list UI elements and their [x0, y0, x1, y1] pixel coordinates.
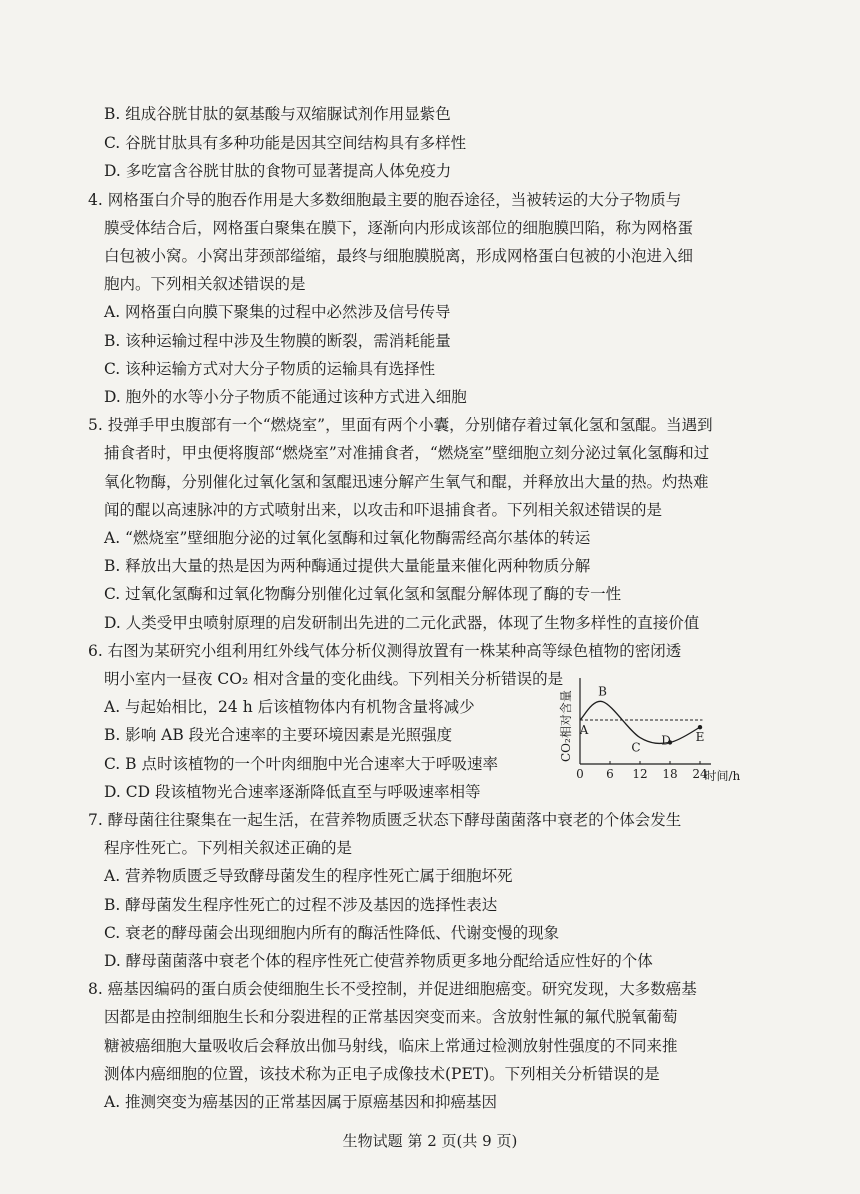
co2-curve-line	[580, 701, 700, 743]
q4-option-a: A. 网格蛋白向膜下聚集的过程中必然涉及信号传导	[104, 303, 451, 321]
q4-option-c: C. 该种运输方式对大分子物质的运输具有选择性	[104, 360, 436, 378]
q5-option-b: B. 释放出大量的热是因为两种酶通过提供大量能量来催化两种物质分解	[104, 557, 591, 575]
q7-option-d: D. 酵母菌菌落中衰老个体的程序性死亡使营养物质更多地分配给适应性好的个体	[104, 952, 653, 970]
q4-option-b: B. 该种运输过程中涉及生物膜的断裂，需消耗能量	[104, 332, 451, 350]
q7-option-a: A. 营养物质匮乏导致酵母菌发生的程序性死亡属于细胞坏死	[104, 867, 513, 885]
q4-stem-line: 4. 网格蛋白介导的胞吞作用是大多数细胞最主要的胞吞途径，当被转运的大分子物质与	[88, 191, 682, 209]
chart-point-label-c: C	[631, 740, 641, 755]
q4-option-d: D. 胞外的水等小分子物质不能通过该种方式进入细胞	[104, 388, 467, 406]
chart-point-e	[698, 725, 702, 729]
chart-x-tick-label: 6	[606, 767, 614, 781]
q8-stem-line: 糖被癌细胞大量吸收后会释放出伽马射线，临床上常通过检测放射性强度的不同来推	[104, 1037, 678, 1055]
q6-option-a: A. 与起始相比，24 h 后该植物体内有机物含量将减少	[104, 698, 475, 716]
q5-stem-line: 氧化物酶，分别催化过氧化氢和氢醌迅速分解产生氧气和醌，并释放出大量的热。灼热难	[104, 473, 709, 491]
q8-stem-line: 因都是由控制细胞生长和分裂进程的正常基因突变而来。含放射性氟的氟代脱氧葡萄	[104, 1008, 678, 1026]
q6-option-c: C. B 点时该植物的一个叶肉细胞中光合速率大于呼吸速率	[104, 755, 498, 773]
chart-x-tick-label: 18	[662, 767, 678, 781]
q8-stem-line: 8. 癌基因编码的蛋白质会使细胞生长不受控制，并促进细胞癌变。研究发现，大多数癌基	[88, 980, 697, 998]
q7-stem-line: 7. 酵母菌往往聚集在一起生活，在营养物质匮乏状态下酵母菌菌落中衰老的个体会发生	[88, 811, 682, 829]
chart-point-label-b: B	[598, 684, 607, 699]
q3-option-b: B. 组成谷胱甘肽的氨基酸与双缩脲试剂作用显紫色	[104, 105, 451, 123]
chart-y-axis-label: CO₂相对含量	[559, 690, 573, 762]
q3-option-d: D. 多吃富含谷胱甘肽的食物可显著提高人体免疫力	[104, 162, 452, 180]
q4-stem-line: 白包被小窝。小窝出芽颈部缢缩，最终与细胞膜脱离，形成网格蛋白包被的小泡进入细	[104, 247, 694, 265]
q6-option-b: B. 影响 AB 段光合速率的主要环境因素是光照强度	[104, 726, 453, 744]
q5-option-c: C. 过氧化氢酶和过氧化物酶分别催化过氧化氢和氢醌分解体现了酶的专一性	[104, 585, 622, 603]
q4-stem-line: 胞内。下列相关叙述错误的是	[104, 275, 306, 293]
q7-option-c: C. 衰老的酵母菌会出现细胞内所有的酶活性降低、代谢变慢的现象	[104, 924, 560, 942]
page-footer: 生物试题 第 2 页(共 9 页)	[342, 1132, 518, 1150]
chart-x-tick-label: 0	[576, 767, 584, 781]
chart-x-axis-label: 时间/h	[704, 769, 741, 783]
q5-option-d: D. 人类受甲虫喷射原理的启发研制出先进的二元化武器，体现了生物多样性的直接价值	[104, 614, 700, 632]
q5-stem-line: 5. 投弹手甲虫腹部有一个“燃烧室”，里面有两个小囊，分别储存着过氧化氢和氢醌。当遇到	[88, 416, 713, 434]
chart-point-label-d: D	[661, 733, 671, 748]
co2-curve-chart	[548, 672, 741, 783]
q5-option-a: A. “燃烧室”壁细胞分泌的过氧化氢酶和过氧化物酶需经高尔基体的转运	[104, 529, 591, 547]
chart-point-label-e: E	[695, 730, 705, 745]
q6-option-d: D. CD 段该植物光合速率逐渐降低直至与呼吸速率相等	[104, 783, 481, 801]
chart-x-tick-label: 12	[632, 767, 648, 781]
q7-option-b: B. 酵母菌发生程序性死亡的过程不涉及基因的选择性表达	[104, 896, 498, 914]
q7-stem-line: 程序性死亡。下列相关叙述正确的是	[104, 839, 353, 857]
chart-x-tick-label: 24	[692, 767, 708, 781]
q5-stem-line: 捕食者时，甲虫便将腹部“燃烧室”对准捕食者，“燃烧室”壁细胞立刻分泌过氧化氢酶和过	[104, 444, 710, 462]
q6-stem-line: 6. 右图为某研究小组利用红外线气体分析仪测得放置有一株某种高等绿色植物的密闭透	[88, 642, 682, 660]
q8-option-a: A. 推测突变为癌基因的正常基因属于原癌基因和抑癌基因	[104, 1093, 498, 1111]
q3-option-c: C. 谷胱甘肽具有多种功能是因其空间结构具有多样性	[104, 134, 467, 152]
q5-stem-line: 闻的醌以高速脉冲的方式喷射出来，以攻击和吓退捕食者。下列相关叙述错误的是	[104, 501, 663, 519]
chart-point-label-a: A	[579, 723, 589, 737]
q6-stem-line: 明小室内一昼夜 CO₂ 相对含量的变化曲线。下列相关分析错误的是	[104, 670, 564, 688]
q8-stem-line: 测体内癌细胞的位置，该技术称为正电子成像技术(PET)。下列相关分析错误的是	[104, 1065, 660, 1083]
q4-stem-line: 膜受体结合后，网格蛋白聚集在膜下，逐渐向内形成该部位的细胞膜凹陷，称为网格蛋	[104, 219, 694, 237]
